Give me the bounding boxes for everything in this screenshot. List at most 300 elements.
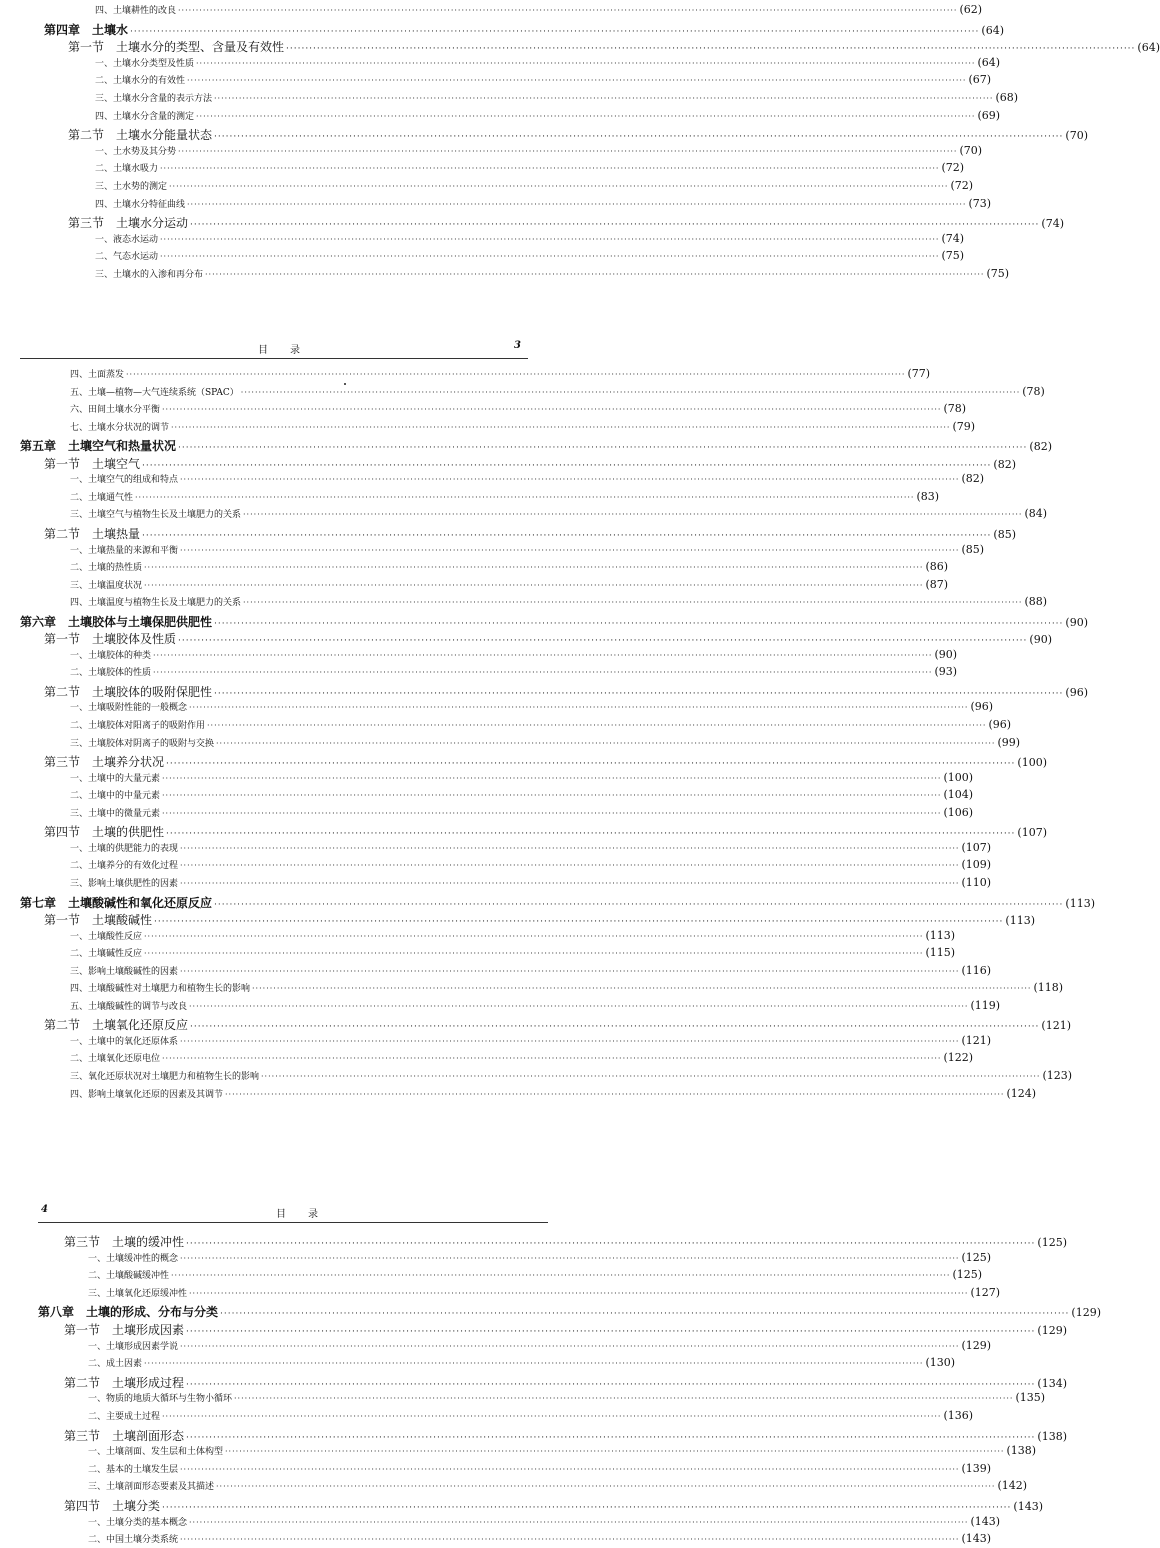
entry-title: 二、中国土壤分类系统 [88,1535,179,1546]
dot-leader: ···························································································································································································································· [225,1089,1005,1099]
toc-chapter[interactable] [38,1303,1101,1320]
dot-leader: ···························································································································································································································· [162,1412,942,1421]
toc-subsection[interactable] [95,55,1001,72]
entry-page-number: (127) [970,1285,1001,1299]
entry-title: 第六章 土壤胶体与土壤保肥供肥性 [20,614,213,629]
toc-subsection[interactable] [70,665,958,681]
dot-leader: ···························································································································································································································· [214,94,994,103]
entry-title: 一、土壤剖面、发生层和土体构型 [88,1447,224,1458]
entry-title: 一、物质的地质大循环与生物小循环 [88,1394,233,1405]
dot-leader: ···························································································································································································································· [196,58,976,68]
toc-subsection[interactable] [70,805,974,822]
toc-subsection[interactable] [88,1409,974,1425]
dot-leader: ···························································································································································································································· [214,132,1064,143]
entry-page-number: (129) [1037,1324,1067,1337]
dot-leader: ···························································································································································································································· [166,759,1016,770]
entry-title: 二、土壤养分的有效化过程 [70,861,179,872]
entry-page-number: (99) [997,735,1021,749]
dot-leader: ···························································································································································································································· [180,1535,960,1545]
toc-subsection[interactable] [70,998,1001,1015]
toc-subsection[interactable] [95,179,974,195]
toc-subsection[interactable] [88,1285,1001,1302]
dot-leader: ···························································································································································································································· [154,917,1004,928]
entry-page-number: (125) [961,1250,992,1264]
entry-title: 二、土壤氧化还原电位 [70,1054,161,1065]
entry-page-number: (73) [968,196,992,210]
entry-title: 第二节 土壤水分能量状态 [68,128,213,143]
entry-title: 二、土壤的热性质 [70,563,143,574]
entry-page-number: (85) [993,527,1016,541]
entry-page-number: (93) [934,665,958,679]
header-title: 目 录 [276,1209,324,1220]
entry-title: 三、土水势的测定 [95,182,168,192]
toc-subsection[interactable] [70,507,1048,523]
toc-subsection[interactable] [70,542,985,559]
entry-page-number: (121) [1041,1019,1071,1033]
dot-leader: ···························································································································································································································· [261,1072,1041,1081]
toc-section[interactable] [68,126,1088,143]
entry-page-number: (64) [977,55,1001,69]
entry-title: 第一节 土壤胶体及性质 [44,632,177,647]
toc-subsection[interactable] [95,108,1001,125]
entry-page-number: (113) [1005,914,1035,928]
scan-speck [344,383,346,385]
dot-leader: ···························································································································································································································· [186,1379,1036,1390]
entry-title: 一、土壤空气的组成和特点 [70,475,179,486]
entry-title: 四、土壤水分含量的测定 [95,111,195,122]
entry-title: 三、土壤温度状况 [70,580,143,591]
dot-leader: ···························································································································································································································· [171,422,951,432]
entry-page-number: (70) [959,143,983,157]
entry-page-number: (113) [1065,896,1095,910]
entry-title: 二、土壤水分的有效性 [95,76,186,87]
toc-subsection[interactable] [95,249,965,265]
dot-leader: ···························································································································································································································· [180,545,960,555]
toc-subsection[interactable] [70,858,992,874]
entry-title: 三、影响土壤供肥性的因素 [70,878,179,889]
entry-page-number: (122) [943,1051,974,1065]
entry-title: 三、土壤水分含量的表示方法 [95,94,213,104]
toc-subsection[interactable] [70,384,1045,401]
entry-title: 二、土壤水吸力 [95,164,159,175]
toc-subsection[interactable] [88,1444,1037,1460]
entry-page-number: (106) [943,805,974,819]
dot-leader: ···························································································································································································································· [243,598,1023,608]
toc-subsection[interactable] [70,963,992,980]
entry-page-number: (78) [943,402,967,416]
toc-subsection[interactable] [95,161,965,177]
entry-page-number: (100) [943,770,974,784]
entry-title: 四、土面蒸发 [70,370,125,380]
dot-leader: ···························································································································································································································· [171,1271,951,1281]
entry-title: 二、土壤酸碱缓冲性 [88,1271,170,1282]
entry-page-number: (74) [1041,217,1064,231]
toc-subsection[interactable] [70,367,931,383]
entry-page-number: (123) [1042,1069,1073,1082]
toc-subsection[interactable] [88,1514,1001,1531]
dot-leader: ···························································································································································································································· [178,146,958,156]
entry-page-number: (118) [1033,981,1064,995]
toc-subsection[interactable] [88,1268,983,1284]
entry-page-number: (88) [1024,595,1048,609]
entry-title: 第二节 土壤胶体的吸附保肥性 [44,684,213,699]
dot-leader: ···························································································································································································································· [160,252,940,262]
entry-title: 第四章 土壤水 [44,22,129,37]
entry-title: 第三节 土壤剖面形态 [64,1428,185,1443]
toc-chapter[interactable] [20,437,1052,454]
toc-chapter[interactable] [20,894,1095,910]
toc-section[interactable] [44,683,1088,699]
header-title: 目 录 [258,345,306,356]
entry-page-number: (143) [961,1532,992,1546]
entry-page-number: (83) [916,489,940,503]
toc-subsection[interactable] [88,1356,956,1372]
entry-title: 一、土壤吸附性能的一般概念 [70,703,188,714]
toc-section[interactable] [44,455,1016,471]
entry-title: 六、田间土壤水分平衡 [70,405,161,416]
entry-page-number: (107) [961,840,992,854]
dot-leader: ···························································································································································································································· [180,1341,960,1351]
toc-section[interactable] [64,1321,1067,1337]
entry-page-number: (124) [1006,1086,1037,1100]
entry-title: 三、土壤剖面形态要素及其描述 [88,1482,215,1493]
toc-subsection[interactable] [70,595,1048,611]
entry-page-number: (85) [961,542,985,556]
dot-leader: ···························································································································································································································· [160,234,940,244]
entry-title: 一、土壤热量的来源和平衡 [70,545,179,556]
entry-page-number: (64) [1137,41,1160,55]
toc-subsection[interactable] [88,1391,1046,1407]
entry-page-number: (136) [943,1409,974,1422]
dot-leader: ···························································································································································································································· [196,111,976,121]
entry-title: 三、土壤氧化还原缓冲性 [88,1288,188,1299]
entry-page-number: (82) [1029,440,1052,454]
entry-page-number: (78) [1022,384,1045,398]
entry-page-number: (74) [941,231,965,245]
entry-page-number: (69) [977,108,1001,122]
dot-leader: ···························································································································································································································· [187,199,967,209]
header-page-number: 4 [41,1204,48,1215]
entry-page-number: (130) [925,1356,956,1370]
entry-page-number: (90) [934,647,958,661]
dot-leader: ···························································································································································································································· [162,773,942,783]
toc-subsection[interactable] [95,73,992,89]
dot-leader: ···························································································································································································································· [216,738,996,748]
entry-page-number: (72) [941,161,965,175]
toc-section[interactable] [44,630,1052,647]
dot-leader: ···························································································································································································································· [214,618,1064,629]
entry-title: 第一节 土壤酸碱性 [44,913,153,928]
toc-section[interactable] [68,38,1160,55]
entry-page-number: (96) [970,700,994,714]
dot-leader: ···························································································································································································································· [180,861,960,871]
entry-title: 二、气态水运动 [95,252,159,263]
entry-title: 四、土壤温度与植物生长及土壤肥力的关系 [70,598,242,609]
entry-page-number: (104) [943,788,974,802]
entry-title: 三、土壤胶体对阴离子的吸附与交换 [70,738,215,749]
toc-subsection[interactable] [70,700,994,716]
entry-title: 二、基本的土壤发生层 [88,1464,179,1475]
entry-page-number: (142) [997,1479,1028,1493]
entry-title: 一、土壤中的氧化还原体系 [70,1036,179,1047]
dot-leader: ···························································································································································································································· [207,721,987,730]
dot-leader: ···························································································································································································································· [225,1447,1005,1457]
toc-section[interactable] [64,1427,1067,1443]
entry-title: 第一节 土壤形成因素 [64,1323,185,1337]
toc-subsection[interactable] [70,1033,992,1050]
entry-title: 第四节 土壤的供肥性 [44,825,165,840]
entry-page-number: (96) [988,718,1012,731]
toc-subsection[interactable] [70,402,967,418]
toc-subsection[interactable] [70,735,1021,752]
entry-title: 一、土壤缓冲性的概念 [88,1253,179,1264]
dot-leader: ···························································································································································································································· [234,1394,1014,1404]
entry-title: 一、土壤中的大量元素 [70,773,161,784]
dot-leader: ···························································································································································································································· [190,220,1040,231]
dot-leader: ···························································································································································································································· [130,26,980,37]
entry-page-number: (100) [1017,756,1047,770]
dot-leader: ···························································································································································································································· [180,878,960,888]
entry-page-number: (134) [1037,1376,1067,1390]
entry-page-number: (135) [1015,1391,1046,1405]
entry-title: 三、影响土壤酸碱性的因素 [70,966,179,977]
entry-title: 一、土壤形成因素学说 [88,1341,179,1352]
dot-leader: ···························································································································································································································· [180,1036,960,1046]
entry-page-number: (107) [1017,826,1047,840]
dot-leader: ···························································································································································································································· [189,1001,969,1011]
entry-title: 二、土壤胶体的性质 [70,668,152,679]
dot-leader: ···························································································································································································································· [142,530,992,541]
toc-subsection[interactable] [95,91,1019,107]
entry-title: 第二节 土壤热量 [44,526,141,541]
entry-title: 一、土壤分类的基本概念 [88,1517,188,1528]
dot-leader: ···························································································································································································································· [186,1327,1036,1337]
entry-title: 一、土壤水分类型及性质 [95,58,195,69]
dot-leader: ···························································································································································································································· [187,76,967,86]
dot-leader: ···························································································································································································································· [178,636,1028,647]
toc-subsection[interactable] [70,928,956,945]
dot-leader: ···························································································································································································································· [162,808,942,818]
entry-page-number: (119) [970,998,1001,1012]
dot-leader: ···························································································································································································································· [216,1482,996,1492]
toc-subsection[interactable] [70,840,992,857]
toc-subsection[interactable] [70,1069,1073,1085]
entry-title: 一、土壤的供肥能力的表现 [70,843,179,854]
entry-title: 三、土壤中的微量元素 [70,808,161,819]
toc-subsection[interactable] [95,196,992,213]
entry-title: 四、影响土壤氧化还原的因素及其调节 [70,1089,224,1100]
entry-page-number: (82) [961,472,985,486]
entry-page-number: (129) [961,1338,992,1352]
dot-leader: ···························································································································································································································· [166,829,1016,840]
toc-subsection[interactable] [70,560,949,576]
entry-title: 四、土壤耕性的改良 [95,6,177,16]
entry-title: 第七章 土壤酸碱性和氧化还原反应 [20,895,213,910]
entry-page-number: (67) [968,73,992,87]
dot-leader: ···························································································································································································································· [144,931,924,941]
page-header [38,1200,548,1223]
entry-title: 第一节 土壤水分的类型、含量及有效性 [68,40,285,55]
entry-page-number: (75) [941,249,965,263]
entry-page-number: (143) [970,1514,1001,1528]
entry-title: 第三节 土壤水分运动 [68,216,189,231]
dot-leader: ···························································································································································································································· [180,843,960,853]
toc-subsection[interactable] [88,1479,1028,1495]
dot-leader: ···························································································································································································································· [186,1432,1036,1443]
dot-leader: ···························································································································································································································· [142,460,992,471]
entry-title: 第二节 土壤氧化还原反应 [44,1018,189,1033]
entry-title: 二、成土因素 [88,1359,143,1370]
toc-page-2 [0,336,1095,1136]
toc-section[interactable] [44,1016,1071,1033]
entry-title: 第一节 土壤空气 [44,456,141,471]
dot-leader: ···························································································································································································································· [286,44,1136,55]
entry-page-number: (138) [1037,1429,1067,1443]
dot-leader: ···························································································································································································································· [178,443,1028,454]
entry-title: 第五章 土壤空气和热量状况 [20,439,177,454]
dot-leader: ···························································································································································································································· [180,1253,960,1263]
entry-page-number: (77) [907,367,931,380]
dot-leader: ···························································································································································································································· [240,387,1021,397]
entry-page-number: (121) [961,1033,992,1047]
entry-page-number: (84) [1024,507,1048,521]
entry-page-number: (139) [961,1461,992,1475]
entry-page-number: (86) [925,560,949,574]
toc-subsection[interactable] [70,647,958,664]
dot-leader: ···························································································································································································································· [144,1359,924,1369]
entry-page-number: (75) [986,267,1010,280]
toc-section[interactable] [64,1497,1043,1513]
entry-page-number: (82) [993,457,1016,471]
dot-leader: ···························································································································································································································· [135,492,915,502]
entry-page-number: (87) [925,577,949,591]
toc-section[interactable] [44,753,1047,770]
toc-page-3 [0,1200,1101,1546]
dot-leader: ···························································································································································································································· [186,1239,1036,1249]
dot-leader: ···························································································································································································································· [178,6,958,15]
header-page-number: 3 [514,340,521,351]
entry-page-number: (125) [1037,1236,1067,1249]
dot-leader: ···························································································································································································································· [162,1503,1012,1513]
toc-subsection[interactable] [70,577,949,594]
toc-section[interactable] [44,911,1035,928]
toc-subsection[interactable] [88,1250,992,1267]
toc-section[interactable] [64,1374,1067,1390]
dot-leader: ···························································································································································································································· [153,650,933,660]
entry-page-number: (115) [925,946,956,960]
entry-title: 二、土壤通气性 [70,492,134,503]
toc-subsection[interactable] [70,1051,974,1067]
toc-subsection[interactable] [70,419,976,436]
entry-page-number: (64) [981,23,1004,37]
entry-title: 第八章 土壤的形成、分布与分类 [38,1305,219,1320]
toc-subsection[interactable] [95,267,1010,283]
entry-title: 二、土壤碱性反应 [70,949,143,960]
page-header [20,336,528,359]
toc-section[interactable] [44,823,1047,840]
entry-page-number: (138) [1006,1444,1037,1458]
dot-leader: ···························································································································································································································· [189,1288,969,1298]
dot-leader: ···························································································································································································································· [144,563,924,573]
dot-leader: ···························································································································································································································· [160,164,940,174]
entry-page-number: (79) [952,419,976,433]
toc-subsection[interactable] [88,1461,992,1478]
dot-leader: ···························································································································································································································· [214,899,1064,910]
entry-page-number: (70) [1065,129,1088,143]
entry-title: 七、土壤水分状况的调节 [70,422,170,433]
dot-leader: ···························································································································································································································· [214,688,1064,699]
entry-title: 第三节 土壤的缓冲性 [64,1235,185,1249]
toc-subsection[interactable] [95,3,983,19]
entry-title: 一、土水势及其分势 [95,146,177,157]
toc-section[interactable] [44,525,1016,541]
dot-leader: ···························································································································································································································· [162,791,942,801]
entry-title: 一、液态水运动 [95,234,159,245]
entry-title: 五、土壤—植物—大气连续系统（SPAC） [70,387,239,398]
entry-page-number: (113) [925,928,956,942]
entry-page-number: (96) [1065,685,1088,699]
dot-leader: ···························································································································································································································· [243,510,1023,520]
toc-subsection[interactable] [70,946,956,962]
dot-leader: ···························································································································································································································· [144,580,924,590]
dot-leader: ···························································································································································································································· [189,703,969,713]
entry-page-number: (129) [1071,1306,1101,1320]
toc-subsection[interactable] [70,489,940,506]
entry-title: 一、土壤胶体的种类 [70,650,152,661]
toc-subsection[interactable] [70,1086,1037,1103]
toc-chapter[interactable] [44,21,1004,37]
toc-subsection[interactable] [95,231,965,248]
toc-subsection[interactable] [70,788,974,804]
entry-title: 第四节 土壤分类 [64,1499,161,1513]
dot-leader: ···························································································································································································································· [252,984,1032,994]
toc-subsection[interactable] [88,1338,992,1355]
toc-section[interactable] [68,214,1064,231]
dot-leader: ···························································································································································································································· [162,405,942,415]
entry-title: 一、土壤酸性反应 [70,931,143,942]
dot-leader: ···························································································································································································································· [220,1309,1070,1320]
dot-leader: ···························································································································································································································· [205,270,985,279]
dot-leader: ···························································································································································································································· [169,182,949,191]
toc-chapter[interactable] [20,613,1088,629]
entry-page-number: (109) [961,858,992,872]
entry-title: 五、土壤酸碱性的调节与改良 [70,1001,188,1012]
entry-page-number: (125) [952,1268,983,1282]
entry-page-number: (116) [961,963,992,977]
toc-subsection[interactable] [70,770,974,787]
dot-leader: ···························································································································································································································· [126,370,906,379]
dot-leader: ···························································································································································································································· [162,1054,942,1064]
entry-title: 第三节 土壤养分状况 [44,755,165,770]
toc-subsection[interactable] [70,718,1012,734]
toc-subsection[interactable] [70,875,992,892]
dot-leader: ···························································································································································································································· [180,966,960,976]
dot-leader: ···························································································································································································································· [180,475,960,485]
entry-title: 二、主要成土过程 [88,1412,161,1422]
dot-leader: ···························································································································································································································· [190,1022,1040,1033]
toc-subsection[interactable] [70,472,985,488]
toc-section[interactable] [64,1233,1067,1249]
entry-title: 三、土壤空气与植物生长及土壤肥力的关系 [70,510,242,521]
toc-subsection[interactable] [95,143,983,160]
toc-subsection[interactable] [88,1532,992,1548]
dot-leader: ···························································································································································································································· [180,1464,960,1474]
entry-title: 二、土壤胶体对阳离子的吸附作用 [70,721,206,731]
entry-title: 第二节 土壤形成过程 [64,1375,185,1390]
toc-subsection[interactable] [70,981,1064,997]
entry-page-number: (62) [959,3,983,16]
entry-title: 二、土壤中的中量元素 [70,791,161,802]
